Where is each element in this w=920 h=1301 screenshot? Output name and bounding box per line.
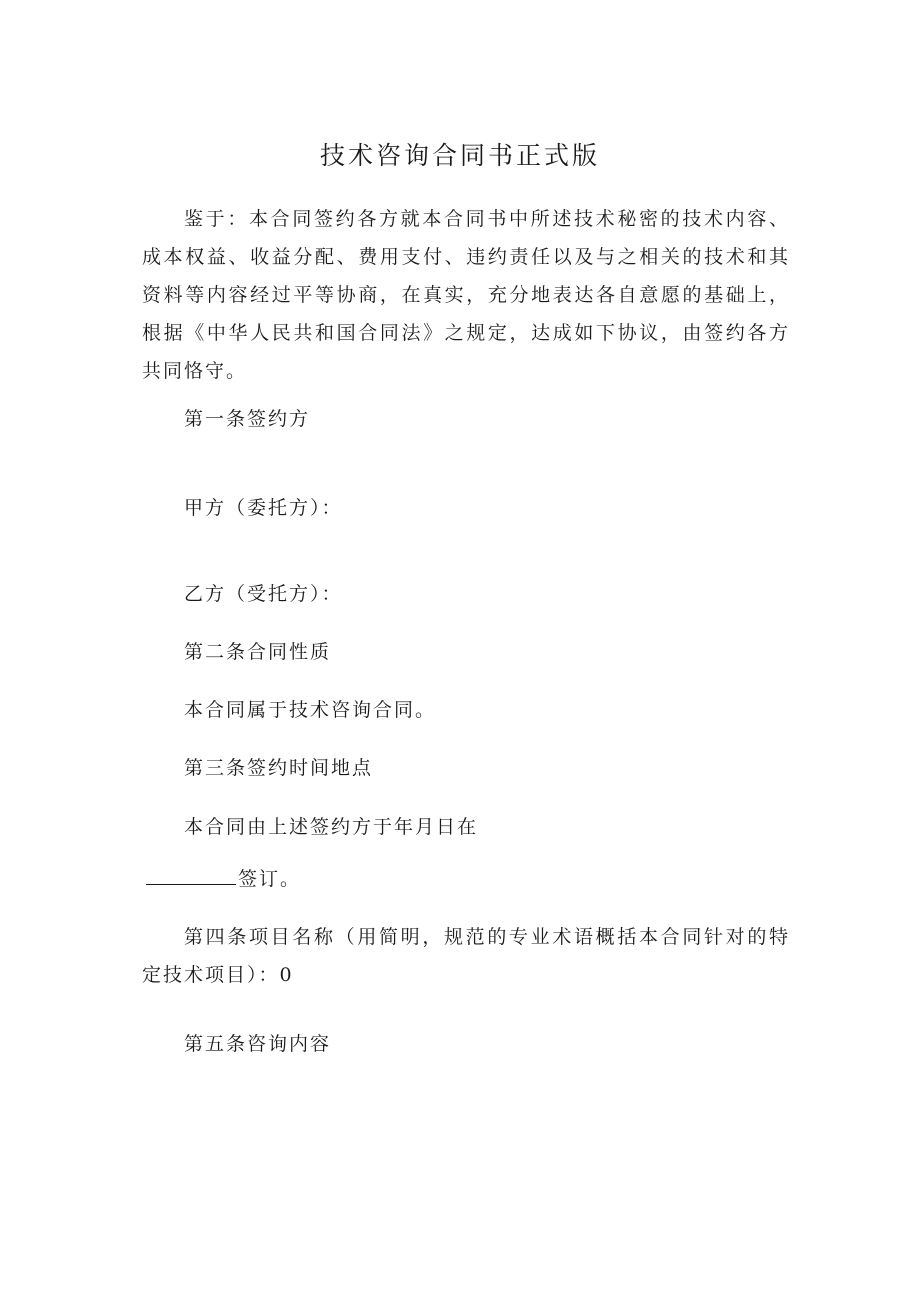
document-title: 技术咨询合同书正式版 bbox=[319, 141, 600, 170]
article2-body: 本合同属于技术咨询合同。 bbox=[184, 699, 437, 721]
article3-signed-text: 签订。 bbox=[238, 868, 302, 890]
article3-body: 本合同由上述签约方于年月日在 bbox=[184, 816, 479, 838]
article4-paragraph: 第四条项目名称（用简明，规范的专业术语概括本合同针对的特定技术项目）：0 bbox=[142, 926, 790, 986]
party-a-line: 甲方（委托方）： bbox=[184, 497, 343, 519]
article1-heading: 第一条签约方 bbox=[184, 408, 311, 430]
party-b-line: 乙方（受托方）： bbox=[184, 583, 343, 605]
blank-underline bbox=[146, 862, 236, 885]
article5-heading: 第五条咨询内容 bbox=[184, 1033, 332, 1055]
article3-signing-line bbox=[146, 860, 301, 898]
article3-heading: 第三条签约时间地点 bbox=[184, 757, 374, 779]
preamble-paragraph: 鉴于：本合同签约各方就本合同书中所述技术秘密的技术内容、成本权益、收益分配、费用支付、违约责任以及与之相关的技术和其资料等内容经过平等协商，在真实，充分地表达各自意愿的基础上，根据《中华人民共和国合同法》之规定，达成如下协议，由签约各方共同恪守。 bbox=[142, 208, 790, 382]
article2-heading: 第二条合同性质 bbox=[184, 641, 332, 663]
